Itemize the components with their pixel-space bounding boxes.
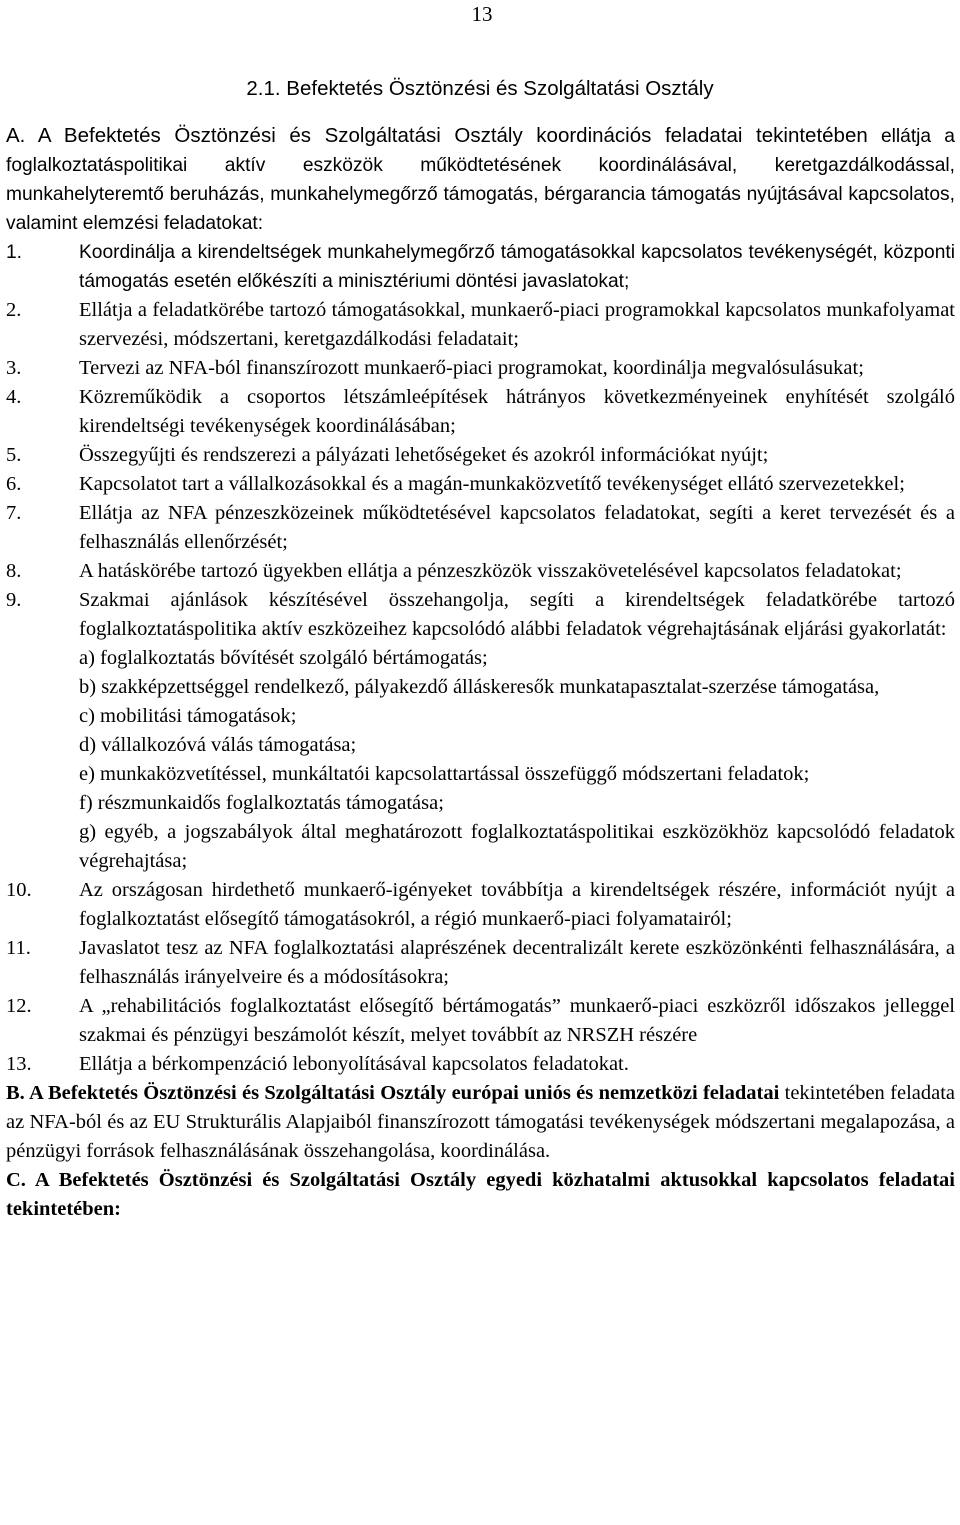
list-item-number: 5.: [6, 444, 22, 466]
list-item-text: Szakmai ajánlások készítésével összehangolja, segíti a kirendeltségek feladatkörébe tartozó foglalkoztatáspolitika aktív eszközeihez kapcsolódó alábbi feladatok végrehajtásának eljárási gyakorlatát:: [79, 589, 955, 640]
list-item-number: 6.: [6, 473, 22, 495]
document-body: [6, 121, 955, 1224]
list-item-text: Az országosan hirdethető munkaerő-igényeket továbbítja a kirendeltségek részére, információt nyújt a foglalkoztatást elősegítő támogatásokról, a régió munkaerő-piaci folyamatairól;: [79, 879, 955, 930]
page-number: 13: [471, 2, 493, 26]
list-item: [6, 354, 955, 383]
list-item: [6, 470, 955, 499]
section-b-text: tekintetében feladata az NFA-ból és az EU Strukturális Alapjaiból finanszírozott támogatási tevékenységek módszertani megalapozása, a pénzügyi források felhasználásának összehangolása, koordinálása.: [6, 1082, 956, 1162]
section-c-heading: C. A Befektetés Ösztönzési és Szolgáltatási Osztály egyedi közhatalmi aktusokkal kapcsolatos feladatai tekintetében:: [6, 1169, 955, 1220]
list-item-text: Ellátja az NFA pénzeszközeinek működtetésével kapcsolatos feladatokat, segíti a keret tervezését és a felhasználás ellenőrzését;: [79, 502, 955, 553]
list-item-number: 1.: [6, 242, 23, 263]
list-item: [6, 934, 955, 992]
task-list-sans: [6, 238, 955, 296]
list-item: [6, 383, 955, 441]
task-list: [6, 296, 955, 1079]
sub-item: f) részmunkaidős foglalkoztatás támogatása;: [79, 792, 444, 814]
list-item-number: 10.: [6, 879, 32, 901]
list-item-number: 13.: [6, 1053, 32, 1075]
sub-item: d) vállalkozóvá válás támogatása;: [79, 734, 357, 756]
list-item-text: Koordinálja a kirendeltségek munkahelymegőrző támogatásokkal kapcsolatos tevékenységét, központi támogatás esetén előkészíti a minisztériumi döntési javaslatokat;: [79, 242, 955, 292]
section-a-paragraph: [6, 121, 955, 238]
sub-item: b) szakképzettséggel rendelkező, pályakezdő álláskeresők munkatapasztalat-szerzése támogatása,: [79, 676, 880, 698]
list-item: [6, 557, 955, 586]
list-item: [6, 586, 955, 644]
list-item-text: Összegyűjti és rendszerezi a pályázati lehetőségeket és azokról információkat nyújt;: [79, 444, 769, 466]
list-item-text: Javaslatot tesz az NFA foglalkoztatási alaprészének decentralizált kerete eszközönkénti felhasználására, a felhasználás irányelveire és a módosításokra;: [79, 937, 955, 988]
list-item: [6, 296, 955, 354]
list-item-number: 4.: [6, 386, 22, 408]
section-a-lead: A. A Befektetés Ösztönzési és Szolgáltatási Osztály koordinációs feladatai tekintetében: [6, 124, 868, 147]
sub-item: e) munkaközvetítéssel, munkáltatói kapcsolattartással összefüggő módszertani feladatok;: [79, 763, 810, 785]
list-item-text: Közreműködik a csoportos létszámleépítések hátrányos következményeinek enyhítését szolgáló kirendeltségi tevékenységek koordinálásában;: [79, 386, 955, 437]
list-item-number: 11.: [6, 937, 31, 959]
list-item-number: 2.: [6, 299, 22, 321]
list-item-number: 12.: [6, 995, 32, 1017]
section-heading: 2.1. Befektetés Ösztönzési és Szolgáltatási Osztály: [246, 77, 714, 100]
list-item-text: A hatáskörébe tartozó ügyekben ellátja a pénzeszközök visszakövetelésével kapcsolatos feladatokat;: [79, 560, 902, 582]
sub-item: c) mobilitási támogatások;: [79, 705, 297, 727]
list-item-number: 8.: [6, 560, 22, 582]
list-item: [6, 876, 955, 934]
section-a-text: ellátja a foglalkoztatáspolitikai aktív eszközök működtetésének koordinálásával, keretgazdálkodással, munkahelyteremtő beruházás, munkahelymegőrző támogatás, bérgarancia támogatás nyújtásával kapcsolatos, valamint elemzési feladatokat:: [6, 126, 955, 234]
list-item-text: Tervezi az NFA-ból finanszírozott munkaerő-piaci programokat, koordinálja megvalósulásukat;: [79, 357, 864, 379]
list-item-text: Kapcsolatot tart a vállalkozásokkal és a magán-munkaközvetítő tevékenységet ellátó szervezetekkel;: [79, 473, 905, 495]
list-item-text: Ellátja a bérkompenzáció lebonyolításával kapcsolatos feladatokat.: [79, 1053, 629, 1075]
list-item-number: 9.: [6, 589, 22, 611]
list-item-number: 7.: [6, 502, 22, 524]
list-item: [6, 499, 955, 557]
list-item: [6, 238, 955, 296]
list-item: [6, 1050, 955, 1079]
section-b-heading: B. A Befektetés Ösztönzési és Szolgáltatási Osztály európai uniós és nemzetközi feladatai: [6, 1082, 780, 1104]
list-item: [6, 992, 955, 1050]
list-item-text: A „rehabilitációs foglalkoztatást elősegítő bértámogatás” munkaerő-piaci eszközről időszakos jelleggel szakmai és pénzügyi beszámolót készít, melyet továbbít az NRSZH részére: [79, 995, 955, 1046]
sub-item: g) egyéb, a jogszabályok által meghatározott foglalkoztatáspolitikai eszközökhöz kapcsolódó feladatok végrehajtása;: [79, 821, 955, 872]
list-item: [6, 441, 955, 470]
list-item-text: Ellátja a feladatkörébe tartozó támogatásokkal, munkaerő-piaci programokkal kapcsolatos munkafolyamat szervezési, módszertani, keretgazdálkodási feladatait;: [79, 299, 955, 350]
list-item-number: 3.: [6, 357, 22, 379]
sub-item: a) foglalkoztatás bővítését szolgáló bértámogatás;: [79, 647, 488, 669]
section-b-paragraph: [6, 1079, 955, 1166]
